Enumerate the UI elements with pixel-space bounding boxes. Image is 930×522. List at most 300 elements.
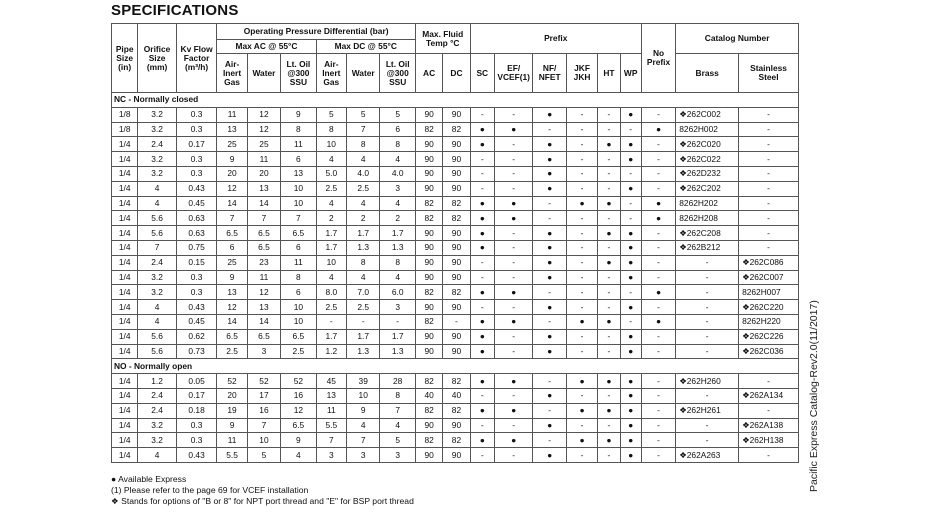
table-cell: 0.3 [176,166,217,181]
table-cell: 2 [347,211,380,226]
table-cell: 1/4 [112,344,138,359]
table-cell: ● [533,107,566,122]
table-cell: - [470,107,494,122]
table-row [112,211,799,226]
table-cell: - [641,137,675,152]
table-cell: - [641,226,675,241]
table-cell: 20 [217,166,247,181]
table-cell: 90 [443,226,470,241]
section-label: NO - Normally open [112,359,799,374]
table-cell: 90 [443,181,470,196]
table-cell: 4 [380,152,416,167]
table-cell: ● [470,285,494,300]
table-cell: 82 [443,122,470,137]
table-cell: 4.0 [380,166,416,181]
table-cell: 1/4 [112,196,138,211]
table-cell: 4.0 [347,166,380,181]
table-cell: ● [470,240,494,255]
table-cell: 11 [217,433,247,448]
table-cell: - [641,270,675,285]
table-cell: ● [470,403,494,418]
table-cell: 0.3 [176,107,217,122]
table-cell: ● [566,374,597,389]
table-cell: 7 [281,211,316,226]
table-cell: 1.3 [380,344,416,359]
table-cell: ● [620,255,641,270]
table-cell: 5.0 [316,166,346,181]
table-cell: 3 [316,448,346,463]
specifications-table [111,23,799,463]
table-row [112,433,799,448]
table-cell: ● [620,181,641,196]
table-cell: - [739,107,799,122]
table-cell: - [598,211,620,226]
table-cell: 1.7 [380,226,416,241]
table-cell: 0.3 [176,270,217,285]
table-cell: ● [598,137,620,152]
table-cell: - [566,240,597,255]
header-stainless-steel: Stainless Steel [739,54,799,93]
table-cell: ❖262C036 [739,344,799,359]
table-cell: - [566,285,597,300]
table-cell: 5.5 [316,418,346,433]
header-prefix: Prefix [470,24,641,54]
table-row [112,314,799,329]
table-cell: ● [494,211,533,226]
table-cell: - [598,285,620,300]
table-cell: 3.2 [138,166,177,181]
table-cell: 6.5 [281,418,316,433]
table-cell: 52 [217,374,247,389]
table-cell: - [598,388,620,403]
table-cell: 3.2 [138,152,177,167]
table-cell: 3.2 [138,107,177,122]
table-cell: - [494,137,533,152]
table-cell: ❖262C002 [676,107,739,122]
table-cell: ● [533,270,566,285]
table-cell: 2.5 [316,300,346,315]
table-cell: ● [620,418,641,433]
header-opd: Operating Pressure Differential (bar) [217,24,416,40]
table-cell: 2.4 [138,403,177,418]
table-cell: 82 [443,374,470,389]
table-cell: ● [494,196,533,211]
table-cell: - [620,314,641,329]
table-cell: 9 [217,152,247,167]
table-cell: 0.18 [176,403,217,418]
table-cell: ● [620,403,641,418]
table-row [112,107,799,122]
table-cell: 1/8 [112,122,138,137]
table-cell: 1.7 [316,329,346,344]
table-cell: 6 [281,285,316,300]
table-cell: ❖262C208 [676,226,739,241]
table-cell: 11 [281,255,316,270]
table-cell: 4 [316,196,346,211]
table-row [112,255,799,270]
table-cell: 12 [281,403,316,418]
table-cell: 1/4 [112,418,138,433]
header-ac-water: Water [247,54,280,93]
table-cell: 3 [347,448,380,463]
table-cell: ● [533,181,566,196]
table-cell: ● [620,137,641,152]
table-cell: 13 [217,285,247,300]
table-cell: 19 [217,403,247,418]
table-cell: 6.5 [217,226,247,241]
table-cell: - [566,226,597,241]
table-cell: - [620,211,641,226]
table-cell: 4 [347,196,380,211]
table-cell: ● [620,344,641,359]
table-row [112,388,799,403]
table-cell: ❖262H260 [676,374,739,389]
table-cell: ❖262C020 [676,137,739,152]
table-cell: 3 [380,181,416,196]
table-cell: - [494,418,533,433]
table-cell: 90 [443,270,470,285]
table-cell: ● [533,344,566,359]
table-cell: 4 [380,418,416,433]
table-cell: 1.7 [316,226,346,241]
table-cell: 1.2 [138,374,177,389]
table-cell: 8 [281,270,316,285]
table-cell: 0.45 [176,314,217,329]
table-cell: 10 [281,300,316,315]
table-cell: 90 [415,448,442,463]
table-cell: ● [620,388,641,403]
table-cell: - [494,152,533,167]
table-cell: 1/4 [112,137,138,152]
table-cell: 14 [247,314,280,329]
table-cell: ● [620,448,641,463]
table-cell: 12 [247,107,280,122]
table-cell: 1/4 [112,374,138,389]
table-cell: - [641,448,675,463]
table-cell: 5 [380,433,416,448]
table-cell: - [566,448,597,463]
footnote-port-thread: ❖ Stands for options of "B or 8" for NPT port thread and "E" for BSP port thread [111,496,414,506]
section-header [112,93,799,108]
table-cell: - [676,344,739,359]
table-cell: 5.6 [138,211,177,226]
catalog-revision-note: Pacific Express Catalog-Rev2.0(11/2017) [808,300,820,492]
table-cell: - [641,418,675,433]
table-cell: 2.4 [138,388,177,403]
table-row [112,152,799,167]
table-cell: 1/4 [112,300,138,315]
table-cell: 8 [347,137,380,152]
table-cell: 6.5 [247,329,280,344]
table-cell: 0.45 [176,196,217,211]
table-cell: - [494,181,533,196]
table-cell: ● [494,285,533,300]
table-cell: 14 [217,314,247,329]
table-body [112,93,799,463]
table-cell: - [641,255,675,270]
table-cell: 0.05 [176,374,217,389]
table-cell: ● [533,226,566,241]
table-cell: ● [470,137,494,152]
table-cell: - [566,329,597,344]
table-cell: ● [494,374,533,389]
table-cell: 90 [443,166,470,181]
table-cell: 14 [217,196,247,211]
table-cell: ● [566,196,597,211]
table-cell: 12 [217,181,247,196]
table-cell: - [676,314,739,329]
table-cell: 4 [138,196,177,211]
table-row [112,196,799,211]
header-temp-ac: AC [415,54,442,93]
table-cell: 82 [415,122,442,137]
table-cell: ● [620,240,641,255]
table-cell: 90 [415,226,442,241]
table-cell: - [494,240,533,255]
table-cell: 82 [415,196,442,211]
table-row [112,240,799,255]
table-cell: 90 [415,418,442,433]
table-cell: - [641,107,675,122]
table-cell: ● [620,152,641,167]
table-cell: 5 [380,107,416,122]
table-cell: 23 [247,255,280,270]
table-cell: 40 [443,388,470,403]
table-row [112,403,799,418]
table-cell: - [598,448,620,463]
table-cell: 3.2 [138,270,177,285]
table-cell: 8 [380,388,416,403]
header-brass: Brass [676,54,739,93]
table-cell: 16 [247,403,280,418]
table-cell: - [676,270,739,285]
table-cell: 12 [217,300,247,315]
table-cell: - [470,418,494,433]
table-cell: 8 [316,122,346,137]
table-cell: 1/4 [112,403,138,418]
table-cell: - [470,181,494,196]
table-cell: ❖262A134 [739,388,799,403]
table-cell: ● [620,226,641,241]
table-cell: - [620,196,641,211]
table-cell: ● [598,226,620,241]
table-cell: 7 [347,433,380,448]
header-catalog: Catalog Number [676,24,799,54]
table-cell: 1/4 [112,448,138,463]
table-cell: - [676,300,739,315]
table-cell: 8262H220 [739,314,799,329]
table-cell: - [533,211,566,226]
table-cell: 6 [281,152,316,167]
table-cell: - [470,152,494,167]
table-cell: ❖262D232 [676,166,739,181]
table-cell: ● [566,433,597,448]
table-cell: 1.2 [316,344,346,359]
table-cell: ❖262C226 [739,329,799,344]
table-cell: - [739,137,799,152]
table-row [112,344,799,359]
table-cell: 6 [217,240,247,255]
header-pipe-size: Pipe Size (in) [112,24,138,93]
table-cell: - [566,107,597,122]
table-cell: 11 [281,137,316,152]
table-cell: 6.5 [247,226,280,241]
table-cell: 4 [138,181,177,196]
header-max-temp: Max. Fluid Temp °C [415,24,470,54]
table-cell: - [347,314,380,329]
table-cell: - [739,152,799,167]
table-cell: - [566,122,597,137]
footnote-available-express: ● Available Express [111,474,187,484]
table-cell: 1/4 [112,240,138,255]
table-cell: ● [620,433,641,448]
table-cell: ● [470,433,494,448]
table-cell: 2.5 [217,344,247,359]
table-cell: 4 [281,448,316,463]
table-cell: 20 [217,388,247,403]
table-cell: 6.5 [217,329,247,344]
table-cell: - [641,240,675,255]
table-cell: 13 [316,388,346,403]
table-cell: - [470,300,494,315]
table-cell: 25 [217,137,247,152]
table-cell: 13 [281,166,316,181]
table-cell: 3.2 [138,122,177,137]
table-row [112,418,799,433]
table-cell: ● [641,314,675,329]
table-cell: ❖262C022 [676,152,739,167]
table-cell: 90 [415,270,442,285]
table-cell: - [676,329,739,344]
table-cell: ❖262A138 [739,418,799,433]
table-row [112,448,799,463]
table-cell: 90 [443,255,470,270]
table-cell: 8262H007 [739,285,799,300]
table-cell: 1/4 [112,211,138,226]
table-cell: 4 [380,196,416,211]
table-cell: - [566,211,597,226]
table-cell: - [533,314,566,329]
table-cell: 90 [415,344,442,359]
table-cell: 8262H208 [676,211,739,226]
table-cell: 7 [217,211,247,226]
table-cell: 82 [443,285,470,300]
table-cell: - [676,433,739,448]
table-cell: 11 [247,152,280,167]
table-cell: - [443,314,470,329]
table-cell: 14 [247,196,280,211]
table-cell: 8 [347,255,380,270]
table-cell: ● [494,433,533,448]
table-cell: 90 [415,137,442,152]
table-cell: 0.62 [176,329,217,344]
table-cell: 90 [443,344,470,359]
table-cell: 5.5 [217,448,247,463]
table-cell: 12 [247,285,280,300]
table-cell: - [470,166,494,181]
table-cell: - [641,388,675,403]
table-cell: - [598,418,620,433]
table-cell: 1/4 [112,314,138,329]
header-max-ac: Max AC @ 55°C [217,40,316,54]
table-cell: 9 [217,418,247,433]
table-cell: 13 [247,181,280,196]
table-cell: 10 [316,137,346,152]
table-cell: ● [566,314,597,329]
table-cell: ● [598,374,620,389]
table-cell: 1/8 [112,107,138,122]
header-temp-dc: DC [443,54,470,93]
table-cell: ● [470,226,494,241]
table-cell: 0.17 [176,388,217,403]
table-cell: - [470,270,494,285]
table-cell: - [739,374,799,389]
header-prefix-ht: HT [598,54,620,93]
table-cell: ● [533,137,566,152]
table-cell: 10 [281,314,316,329]
table-cell: 8262H202 [676,196,739,211]
table-cell: 20 [247,166,280,181]
table-cell: - [470,255,494,270]
table-cell: 1.7 [347,226,380,241]
table-cell: 82 [415,314,442,329]
table-cell: ❖262A263 [676,448,739,463]
table-cell: 5.6 [138,329,177,344]
table-cell: ❖262C202 [676,181,739,196]
table-cell: 5 [347,107,380,122]
table-cell: ● [494,314,533,329]
table-cell: 9 [281,433,316,448]
table-cell: 1.7 [380,329,416,344]
table-cell: 6.5 [281,226,316,241]
table-cell: 1/4 [112,166,138,181]
table-cell: - [739,196,799,211]
table-cell: 4 [380,270,416,285]
table-cell: 0.3 [176,152,217,167]
table-cell: - [641,329,675,344]
section-label: NC - Normally closed [112,93,799,108]
table-row [112,270,799,285]
table-cell: ● [470,196,494,211]
footnote-vcef: (1) Please refer to the page 69 for VCEF installation [111,485,309,495]
table-cell: ● [470,344,494,359]
table-cell: 0.63 [176,211,217,226]
table-cell: ● [598,433,620,448]
table-cell: - [533,433,566,448]
header-kv: Kv Flow Factor (m³/h) [176,24,217,93]
table-cell: ● [470,374,494,389]
table-cell: 6.0 [380,285,416,300]
table-cell: ● [641,211,675,226]
table-cell: ❖262C007 [739,270,799,285]
table-cell: 4 [316,270,346,285]
table-cell: 0.43 [176,300,217,315]
table-cell: - [641,152,675,167]
table-cell: - [598,240,620,255]
table-cell: 90 [443,329,470,344]
table-cell: ● [470,122,494,137]
table-cell: 8 [281,122,316,137]
table-cell: 10 [281,196,316,211]
table-cell: 2 [380,211,416,226]
table-cell: ● [620,300,641,315]
header-ac-oil: Lt. Oil @300 SSU [281,54,316,93]
table-cell: - [598,152,620,167]
table-cell: 28 [380,374,416,389]
table-cell: - [641,374,675,389]
table-cell: ● [470,314,494,329]
page-title: SPECIFICATIONS [111,2,239,19]
